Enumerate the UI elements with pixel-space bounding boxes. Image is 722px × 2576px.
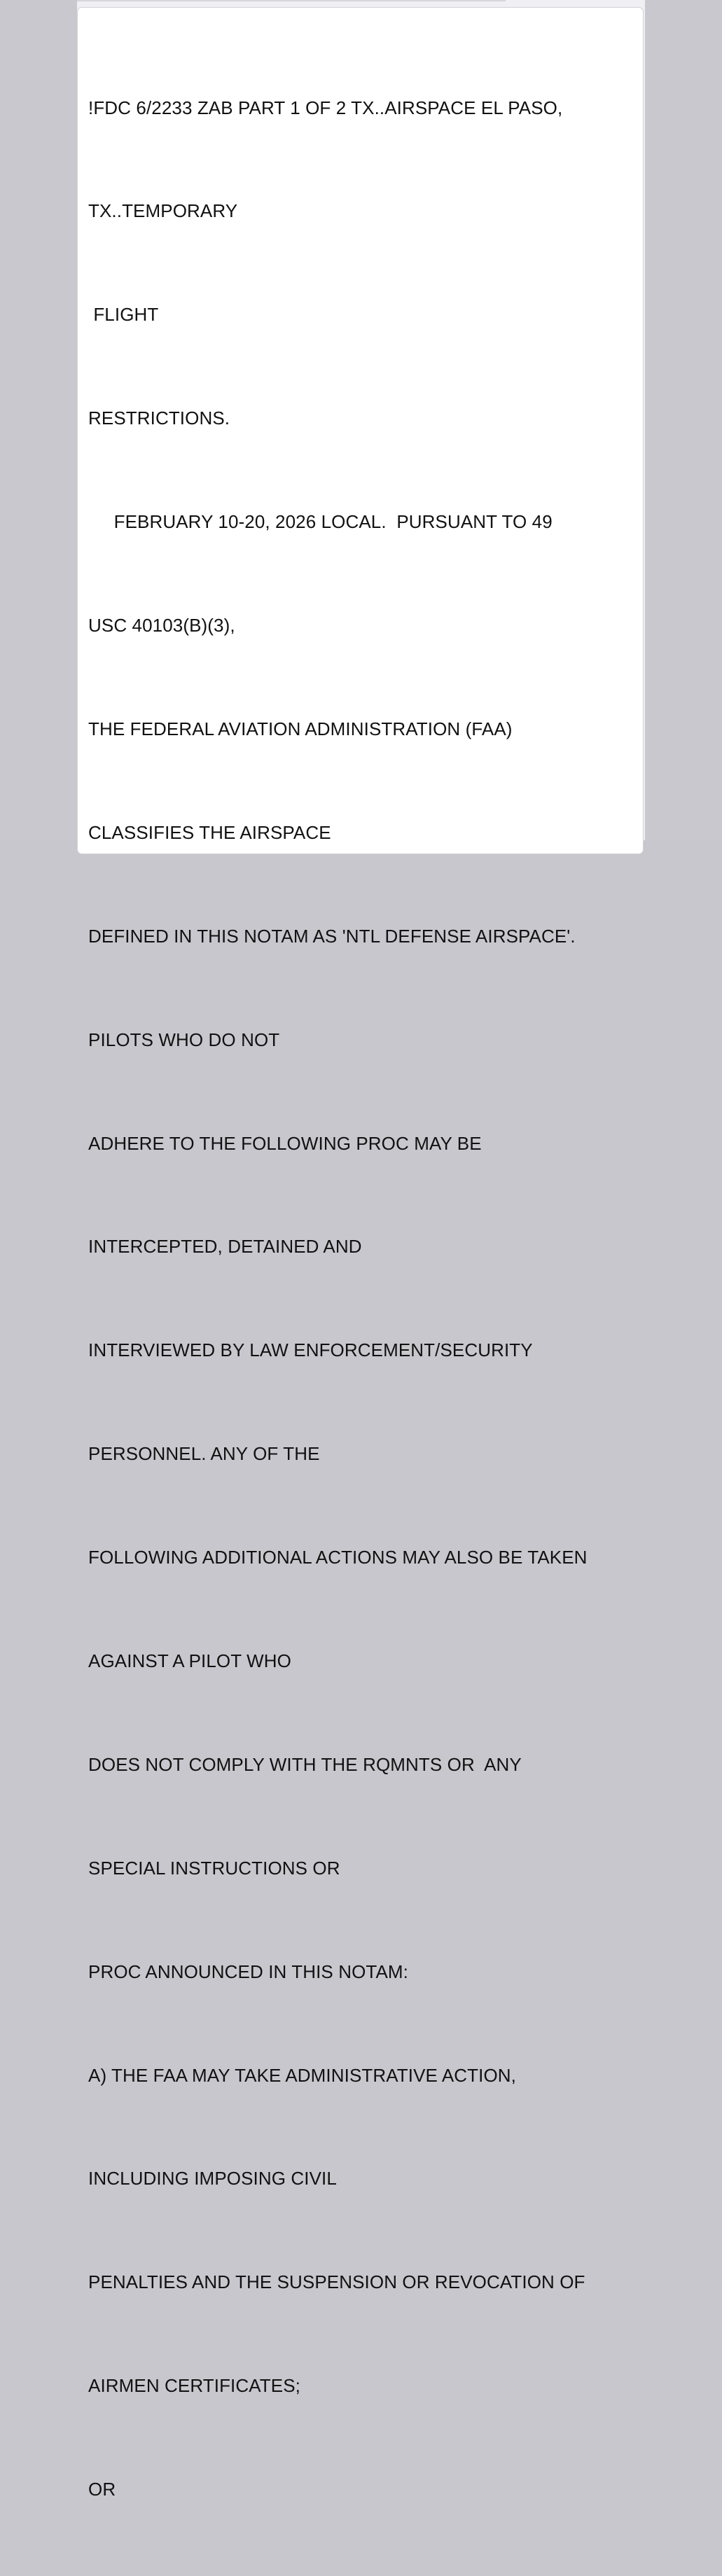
notam-line: A) THE FAA MAY TAKE ADMINISTRATIVE ACTION, bbox=[88, 2064, 516, 2086]
top-edge-tab bbox=[77, 0, 506, 1]
notam-line: FLIGHT bbox=[88, 304, 159, 326]
notam-line: PENALTIES AND THE SUSPENSION OR REVOCATION OF bbox=[88, 2271, 585, 2293]
right-gutter bbox=[645, 0, 722, 840]
notam-line: PROC ANNOUNCED IN THIS NOTAM: bbox=[88, 1961, 408, 1982]
left-gutter bbox=[0, 0, 77, 840]
notam-line: USC 40103(B)(3), bbox=[88, 615, 235, 636]
notam-text-body bbox=[88, 22, 588, 2576]
notam-line: SPECIAL INSTRUCTIONS OR bbox=[88, 1857, 340, 1879]
notam-line: INTERVIEWED BY LAW ENFORCEMENT/SECURITY bbox=[88, 1339, 533, 1361]
notam-line: RESTRICTIONS. bbox=[88, 408, 230, 429]
notam-line: CLASSIFIES THE AIRSPACE bbox=[88, 821, 331, 843]
notam-line: OR bbox=[88, 2479, 116, 2500]
notam-line: AGAINST A PILOT WHO bbox=[88, 1650, 291, 1671]
notam-line: ADHERE TO THE FOLLOWING PROC MAY BE bbox=[88, 1132, 482, 1154]
notam-line: AIRMEN CERTIFICATES; bbox=[88, 2375, 300, 2397]
notam-text-card[interactable] bbox=[77, 7, 644, 2500]
notam-line: INCLUDING IMPOSING CIVIL bbox=[88, 2168, 337, 2189]
notam-line: PILOTS WHO DO NOT bbox=[88, 1029, 280, 1050]
notam-line: INTERCEPTED, DETAINED AND bbox=[88, 1236, 362, 1258]
notam-line: THE FEDERAL AVIATION ADMINISTRATION (FAA) bbox=[88, 718, 513, 739]
notam-line: PERSONNEL. ANY OF THE bbox=[88, 1443, 320, 1465]
notam-line: DEFINED IN THIS NOTAM AS 'NTL DEFENSE AIRSPACE'. bbox=[88, 925, 576, 947]
notam-line: FEBRUARY 10-20, 2026 LOCAL. PURSUANT TO 49 bbox=[88, 511, 553, 533]
notam-line: !FDC 6/2233 ZAB PART 1 OF 2 TX..AIRSPACE EL PASO, bbox=[88, 97, 563, 118]
notam-line: DOES NOT COMPLY WITH THE RQMNTS OR ANY bbox=[88, 1753, 522, 1775]
notam-line: TX..TEMPORARY bbox=[88, 200, 238, 222]
notam-line: FOLLOWING ADDITIONAL ACTIONS MAY ALSO BE TAKEN bbox=[88, 1547, 588, 1568]
